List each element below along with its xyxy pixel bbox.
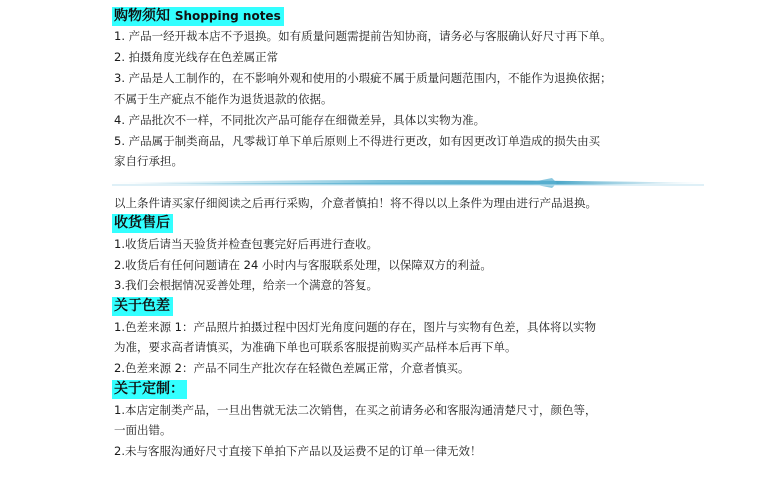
custom-line: 一面出错。: [114, 423, 172, 437]
shopping-note-line: 家自行承担。: [114, 154, 183, 168]
shopping-note-line: 不属于生产疵点不能作为退货退款的依据。: [114, 92, 333, 106]
color-difference-line: 2.色差来源 2：产品不同生产批次存在轻微色差属正常，介意者慎买。: [114, 361, 470, 375]
custom-line: 2.未与客服沟通好尺寸直接下单拍下产品以及运费不足的订单一律无效！: [114, 444, 482, 458]
section-divider: [112, 172, 704, 194]
after-sales-heading: 收货售后: [112, 214, 173, 233]
after-sales-line: 3.我们会根据情况妥善处理，给亲一个满意的答复。: [114, 278, 378, 292]
shopping-notes-title-cn: 购物须知: [114, 8, 170, 24]
custom-line: 1.本店定制类产品，一旦出售就无法二次销售，在买之前请务必和客服沟通清楚尺寸，颜色等，: [114, 403, 597, 417]
color-difference-heading: 关于色差: [112, 297, 173, 316]
shopping-notes-heading: [112, 7, 284, 26]
shopping-note-line: 2. 拍摄角度光线存在色差属正常: [114, 50, 279, 64]
after-sales-line: 2.收货后有任何问题请在 24 小时内与客服联系处理，以保障双方的利益。: [114, 258, 492, 272]
notice-text: 以上条件请买家仔细阅读之后再行采购，介意者慎拍！将不得以以上条件为理由进行产品退换。: [114, 196, 597, 210]
color-difference-line: 为准，要求高者请慎买，为准确下单也可联系客服提前购买产品样本后再下单。: [114, 340, 517, 354]
color-difference-line: 1.色差来源 1：产品照片拍摄过程中因灯光角度问题的存在，图片与实物有色差，具体将以实物: [114, 320, 596, 334]
shopping-note-line: 1. 产品一经开裁本店不予退换。如有质量问题需提前告知协商，请务必与客服确认好尺寸再下单。: [114, 29, 612, 43]
shopping-note-line: 3. 产品是人工制作的，在不影响外观和使用的小瑕疵不属于质量问题范围内，不能作为退换依据；: [114, 71, 612, 85]
shopping-note-line: 5. 产品属于制类商品，凡零裁订单下单后原则上不得进行更改，如有因更改订单造成的损失由买: [114, 134, 601, 148]
shopping-notes-title-en: Shopping notes: [174, 9, 281, 23]
after-sales-line: 1.收货后请当天验货并检查包裹完好后再进行查收。: [114, 237, 378, 251]
custom-heading: 关于定制：: [112, 380, 187, 399]
shopping-note-line: 4. 产品批次不一样，不同批次产品可能存在细微差异，具体以实物为准。: [114, 113, 486, 127]
